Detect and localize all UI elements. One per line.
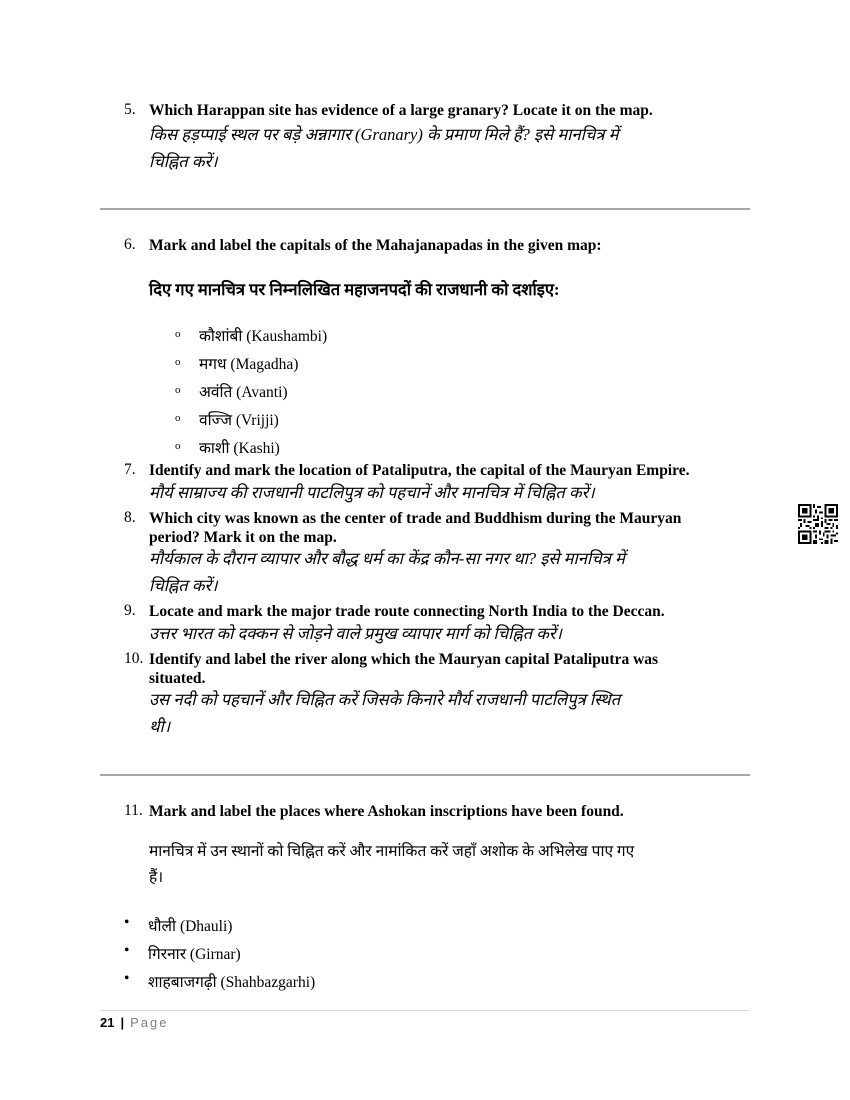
section-divider <box>100 774 750 776</box>
question-english: Identify and mark the location of Pataliputra, the capital of the Mauryan Empire. <box>149 462 690 479</box>
question-number: 7. <box>124 461 136 478</box>
question-english: Locate and mark the major trade route connecting North India to the Deccan. <box>149 603 665 620</box>
bullet-icon: • <box>124 914 130 931</box>
question-english-line-2: situated. <box>149 670 206 687</box>
hollow-bullet-icon: o <box>175 412 181 424</box>
hollow-bullet-icon: o <box>175 356 181 368</box>
question-hindi-line-2: थी। <box>149 717 171 736</box>
question-hindi-line-1: उस नदी को पहचानें और चिह्नित करें जिसके किनारे मौर्य राजधानी पाटलिपुत्र स्थित <box>149 690 621 709</box>
question-english: Mark and label the places where Ashokan inscriptions have been found. <box>149 803 624 820</box>
question-english: Mark and label the capitals of the Mahajanapadas in the given map: <box>149 237 602 254</box>
bullet-icon: • <box>124 970 130 987</box>
question-hindi-line-2: चिह्नित करें। <box>149 576 218 595</box>
question-hindi-line-2: चिह्नित करें। <box>149 152 218 171</box>
footer-divider <box>100 1010 750 1011</box>
question-english-line-2: period? Mark it on the map. <box>149 529 337 546</box>
question-number: 5. <box>124 101 136 118</box>
question-english-line-1: Which city was known as the center of trade and Buddhism during the Mauryan <box>149 510 682 527</box>
question-11-hindi-line-2: हैं। <box>149 869 164 886</box>
page-label: Page <box>130 1015 169 1030</box>
hollow-bullet-icon: o <box>175 440 181 452</box>
question-11-hindi-line-1: मानचित्र में उन स्थानों को चिह्नित करें और नामांकित करें जहाँ अशोक के अभिलेख पाए गए <box>149 843 635 860</box>
question-number: 6. <box>124 236 136 253</box>
question-hindi: उत्तर भारत को दक्कन से जोड़ने वाले प्रमुख व्यापार मार्ग को चिह्नित करें। <box>149 624 562 643</box>
hollow-bullet-icon: o <box>175 328 181 340</box>
question-number: 8. <box>124 509 136 526</box>
question-hindi-line-1: किस हड़प्पाई स्थल पर बड़े अन्नागार (Granary) के प्रमाण मिले हैं? इसे मानचित्र में <box>149 125 619 144</box>
footer-separator: | <box>120 1015 125 1030</box>
question-hindi-line-1: मौर्यकाल के दौरान व्यापार और बौद्ध धर्म का केंद्र कौन-सा नगर था? इसे मानचित्र में <box>149 549 625 568</box>
question-number: 9. <box>124 602 136 619</box>
section-divider <box>100 208 750 210</box>
question-hindi: मौर्य साम्राज्य की राजधानी पाटलिपुत्र को पहचानें और मानचित्र में चिह्नित करें। <box>149 483 595 502</box>
question-number: 11. <box>124 802 143 819</box>
question-english: Which Harappan site has evidence of a large granary? Locate it on the map. <box>149 102 653 119</box>
question-number: 10. <box>124 650 144 667</box>
page-footer <box>100 1015 168 1030</box>
hollow-bullet-icon: o <box>175 384 181 396</box>
page-number: 21 <box>100 1015 115 1030</box>
question-6-hindi: दिए गए मानचित्र पर निम्नलिखित महाजनपदों की राजधानी को दर्शाइए: <box>149 280 560 299</box>
bullet-icon: • <box>124 942 130 959</box>
question-english-line-1: Identify and label the river along which the Mauryan capital Pataliputra was <box>149 651 659 668</box>
qr-code-icon[interactable] <box>798 504 838 544</box>
